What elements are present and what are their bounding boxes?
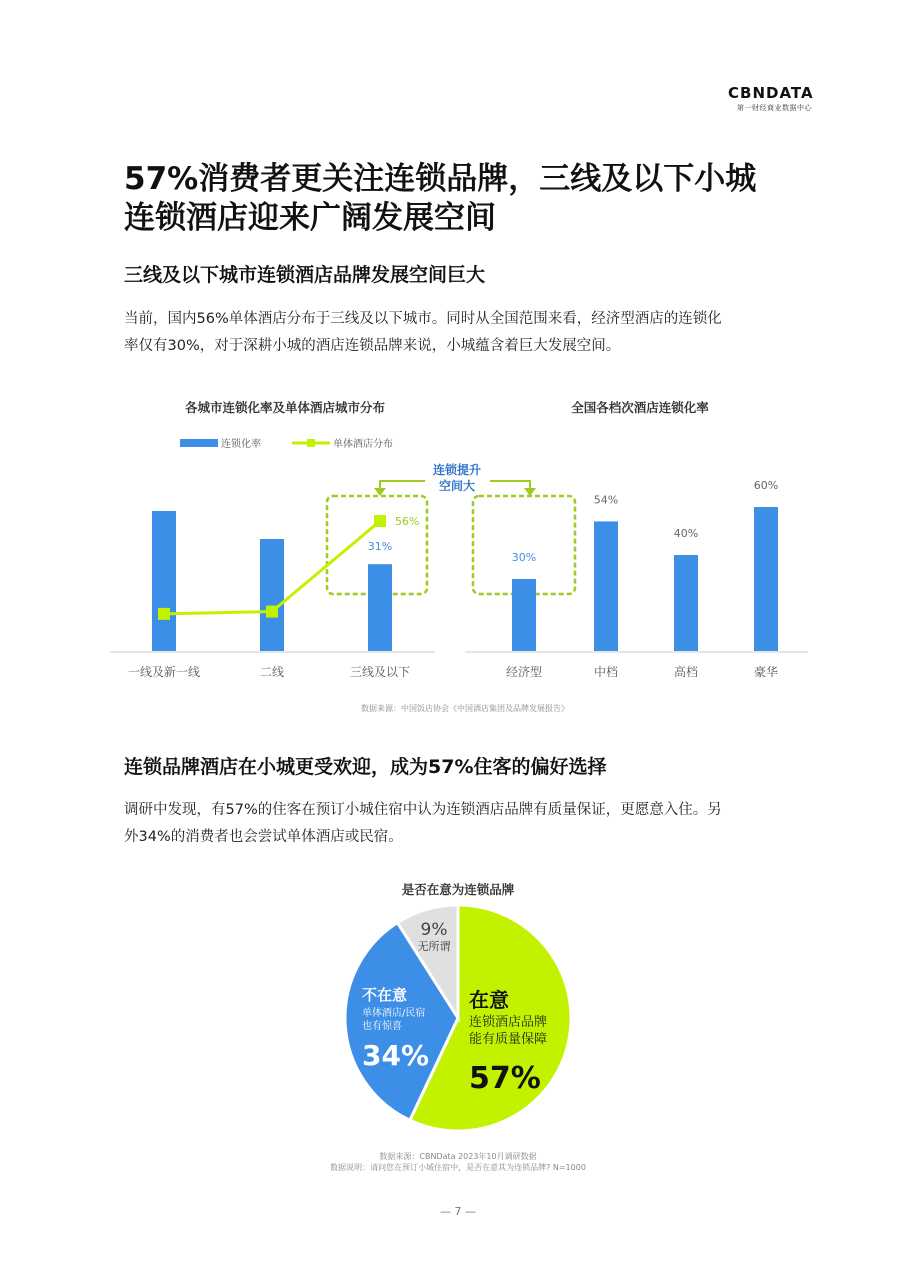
chart1-bar-1 [260,539,284,651]
chart2-bar-2 [674,555,698,651]
brand-subtitle: 第一财经商业数据中心 [737,104,812,112]
chart2-category-2: 高档 [673,665,699,679]
section2-paragraph [124,797,804,851]
chart2-category-3: 豪华 [753,665,779,679]
annotation-text-line2: 空间大 [438,479,476,493]
section2-para-line2: 外34%的消费者也会尝试单体酒店或民宿。 [124,829,403,845]
section2-title: 连锁品牌酒店在小城更受欢迎，成为57%住客的偏好选择 [124,756,607,778]
legend-bar-swatch [180,439,218,447]
chart1-line-label-2: 56% [395,515,420,529]
chart2-bar-3 [754,507,778,651]
chart1-line-point-1 [266,606,278,618]
page-title-line2: 连锁酒店迎来广阔发展空间 [124,200,496,236]
pie-slice-care-desc2: 能有质量保障 [469,1032,548,1047]
source-note-2-line1: 数据来源：CBNData 2023年10月调研数据 [379,1152,537,1161]
chart1-bar-2 [368,564,392,651]
chart1-title: 各城市连锁化率及单体酒店城市分布 [184,400,385,415]
chart2-category-0: 经济型 [505,665,543,679]
section2-para-line1: 调研中发现，有57%的住客在预订小城住宿中认为连锁酒店品牌有质量保证，更愿意入住。另 [124,802,722,818]
pie-slice-care-desc1: 连锁酒店品牌 [469,1015,548,1030]
chart2-bar-1 [594,521,618,651]
pie-slice-care-value: 57% [469,1061,541,1096]
pie-slice-nocare-name: 不在意 [362,986,408,1004]
brand-name: CBNDATA [728,84,814,102]
page-title-line1: 57%消费者更关注连锁品牌，三线及以下小城 [124,161,757,197]
chart1-bar-0 [152,511,176,651]
legend-line-label: 单体酒店分布 [333,439,393,450]
section1-para-line1: 当前，国内56%单体酒店分布于三线及以下城市。同时从全国范围来看，经济型酒店的连锁化 [124,311,722,327]
legend-line-marker [307,439,315,447]
chart1-category-0: 一线及新一线 [127,665,201,679]
pie-slice-indifferent-name: 无所谓 [417,940,451,953]
chart1-category-2: 三线及以下 [349,665,411,679]
page-number: — 7 — [440,1205,476,1218]
section1-title: 三线及以下城市连锁酒店品牌发展空间巨大 [124,264,486,286]
chart2-bar-label-3: 60% [753,479,779,492]
pie-slice-nocare-desc1: 单体酒店/民宿 [362,1008,426,1019]
source-note-2-line2: 数据说明：请问您在预订小城住宿中，是否在意其为连锁品牌? N=1000 [330,1163,586,1172]
chart1-line-point-2 [374,515,386,527]
chart2-bar-0 [512,579,536,651]
legend-bar-label: 连锁化率 [221,439,261,450]
source-note-1: 数据来源：中国饭店协会《中国酒店集团及品牌发展报告》 [361,704,569,713]
section1-para-line2: 率仅有30%，对于深耕小城的酒店连锁品牌来说，小城蕴含着巨大发展空间。 [124,338,621,354]
chart2-bar-label-1: 54% [593,493,619,507]
annotation-arrow-left [380,481,425,492]
annotation-arrowhead-right [524,488,536,496]
pie-slice-nocare-desc2: 也有惊喜 [362,1021,402,1032]
chart1-line-point-0 [158,608,170,620]
chart3-title: 是否在意为连锁品牌 [401,882,515,897]
chart2-category-1: 中档 [593,665,619,679]
pie-slice-care-name: 在意 [469,988,509,1012]
chart1-bar-label-2: 31% [367,540,393,554]
chart2-bar-label-0: 30% [511,551,537,564]
annotation-arrow-right [490,481,530,492]
chart1-category-1: 二线 [259,665,285,679]
chart2-bar-label-2: 40% [673,527,699,540]
pie-chart-svg [330,900,590,1150]
annotation-text-line1: 连锁提升 [432,463,482,477]
pie-slice-nocare-value: 34% [362,1039,430,1072]
chart2-title: 全国各档次酒店连锁化率 [571,400,709,415]
pie-slice-indifferent-value: 9% [420,920,448,940]
source-note-2 [200,1151,716,1173]
